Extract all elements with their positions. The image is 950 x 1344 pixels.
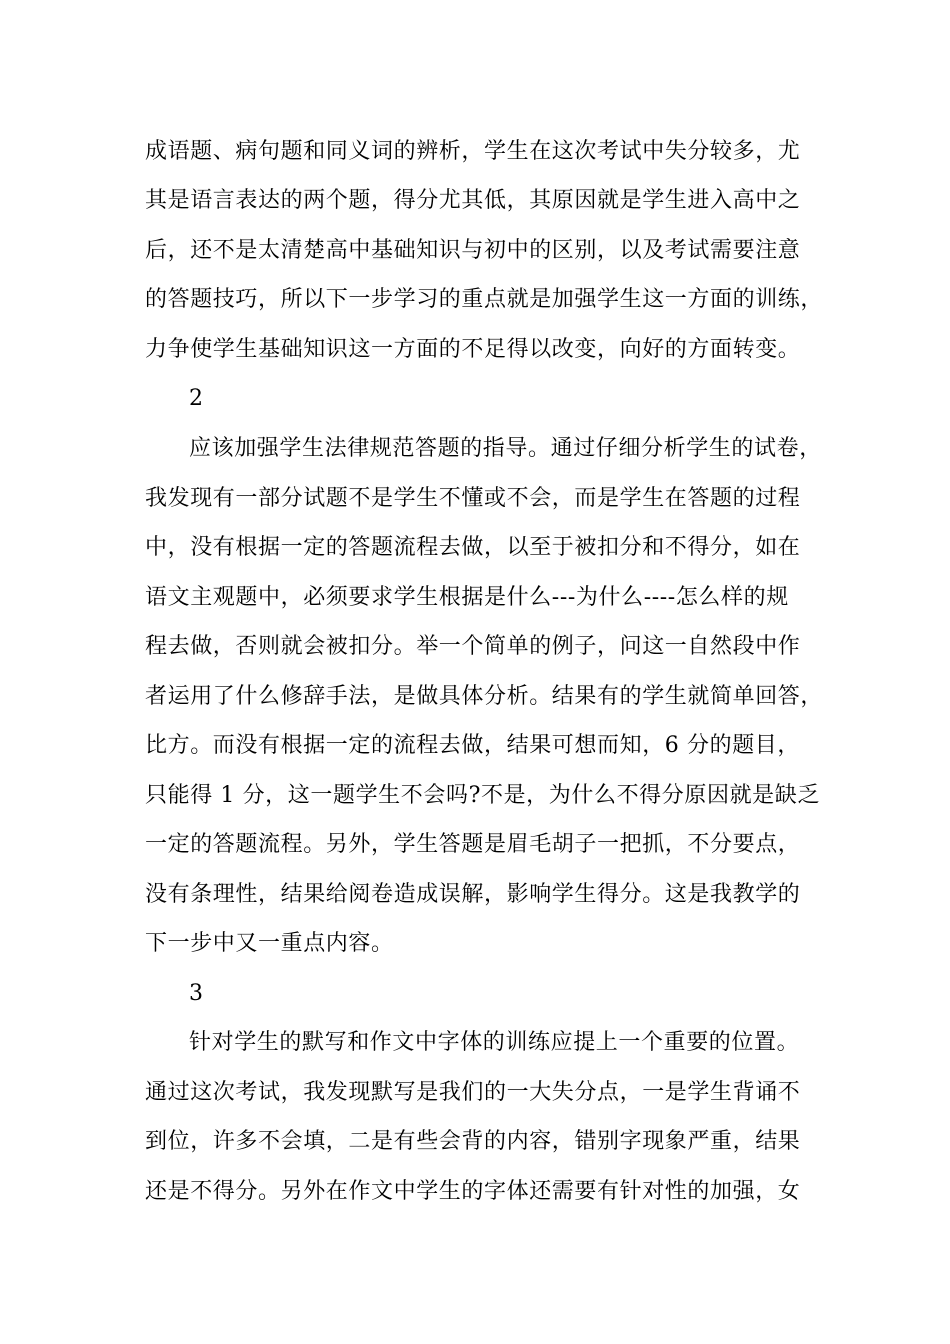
section-number: 3: [189, 981, 204, 1006]
paragraph-line: 针对学生的默写和作文中字体的训练应提上一个重要的位置。: [189, 1030, 800, 1055]
paragraph-line: 力争使学生基础知识这一方面的不足得以改变，向好的方面转变。: [145, 337, 801, 362]
paragraph-line: 者运用了什么修辞手法，是做具体分析。结果有的学生就简单回答，: [145, 684, 824, 709]
paragraph-line: 语文主观题中，必须要求学生根据是什么---为什么----怎么样的规: [145, 585, 789, 610]
paragraph-line: 后，还不是太清楚高中基础知识与初中的区别，以及考试需要注意: [145, 238, 801, 263]
paragraph-line: 只能得 1 分，这一题学生不会吗?不是，为什么不得分原因就是缺乏: [145, 783, 820, 808]
paragraph-line: 还是不得分。另外在作文中学生的字体还需要有针对性的加强，女: [145, 1179, 801, 1204]
paragraph-line: 一定的答题流程。另外，学生答题是眉毛胡子一把抓，不分要点，: [145, 832, 801, 857]
paragraph-line: 中，没有根据一定的答题流程去做，以至于被扣分和不得分，如在: [145, 535, 801, 560]
paragraph-line: 的答题技巧，所以下一步学习的重点就是加强学生这一方面的训练，: [145, 287, 824, 312]
paragraph-line: 下一步中又一重点内容。: [145, 931, 394, 956]
paragraph-line: 到位，许多不会填，二是有些会背的内容，错别字现象严重，结果: [145, 1129, 801, 1154]
paragraph-line: 我发现有一部分试题不是学生不懂或不会，而是学生在答题的过程: [145, 486, 801, 511]
paragraph-line: 成语题、病句题和同义词的辨析，学生在这次考试中失分较多，尤: [145, 139, 801, 164]
paragraph-line: 应该加强学生法律规范答题的指导。通过仔细分析学生的试卷，: [189, 436, 822, 461]
paragraph-line: 程去做，否则就会被扣分。举一个简单的例子，问这一自然段中作: [145, 634, 801, 659]
paragraph-line: 其是语言表达的两个题，得分尤其低，其原因就是学生进入高中之: [145, 188, 801, 213]
paragraph-line: 没有条理性，结果给阅卷造成误解，影响学生得分。这是我教学的: [145, 882, 801, 907]
paragraph-line: 比方。而没有根据一定的流程去做，结果可想而知，6 分的题目，: [145, 733, 800, 758]
section-number: 2: [189, 386, 204, 411]
paragraph-line: 通过这次考试，我发现默写是我们的一大失分点，一是学生背诵不: [145, 1080, 801, 1105]
